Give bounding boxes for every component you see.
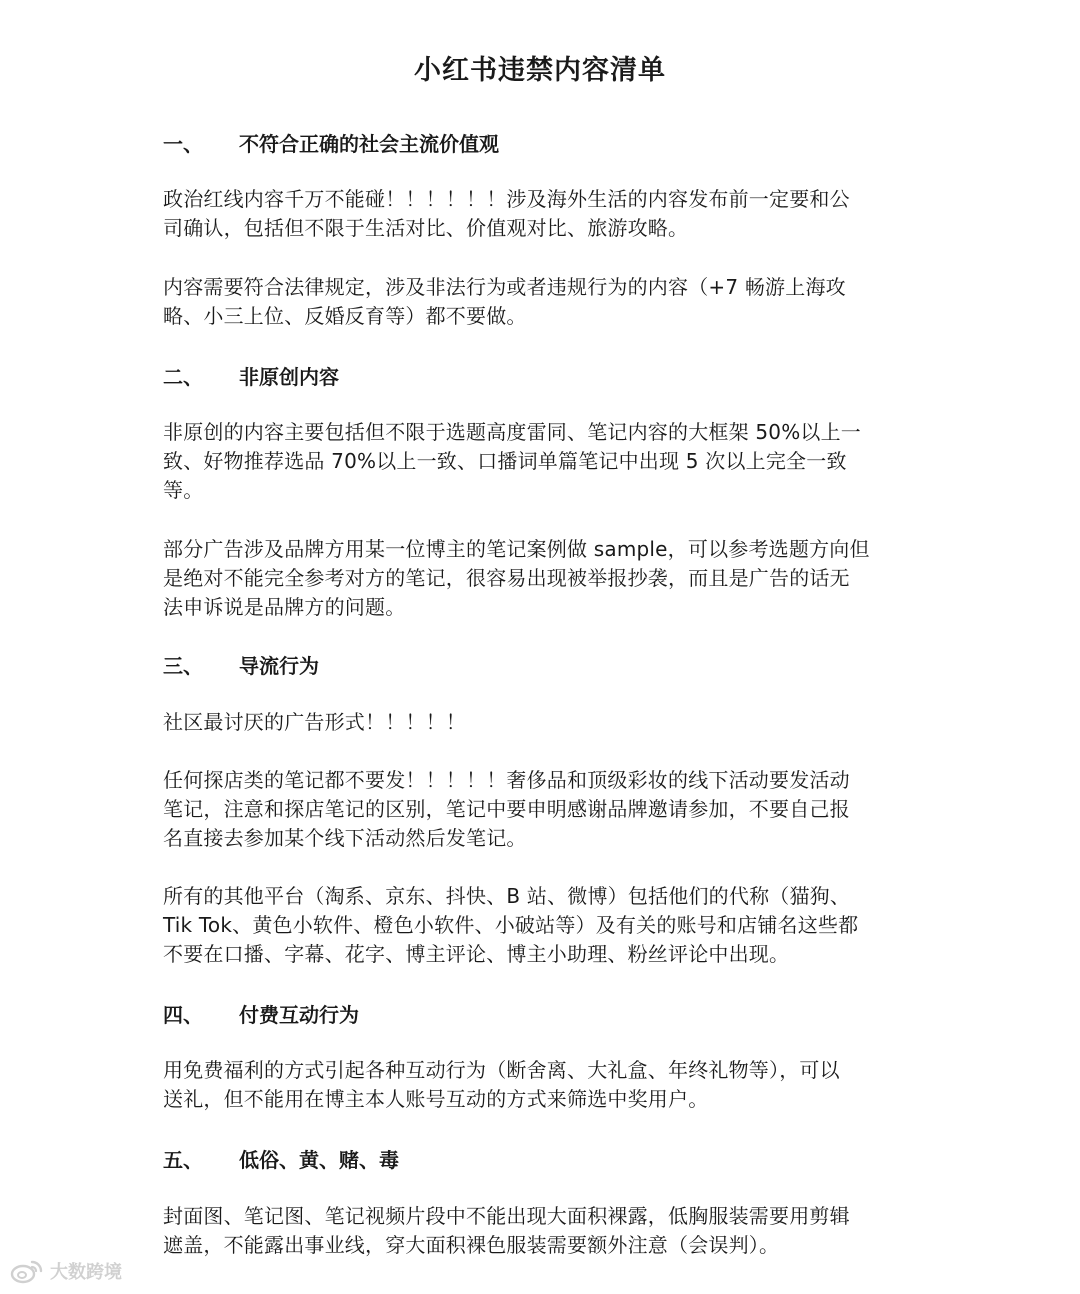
paragraph [163,1202,921,1260]
weibo-logo-icon [10,1258,44,1284]
text-line: Tik Tok、黄色小软件、橙色小软件、小破站等）及有关的账号和店铺名这些都 [163,912,859,937]
text-line: 内容需要符合法律规定，涉及非法行为或者违规行为的内容（+7 畅游上海攻 [163,275,846,299]
section-heading-2 [163,361,339,390]
text-line: 略、小三上位、反婚反育等）都不要做。 [163,303,527,328]
section-title: 导流行为 [239,654,319,678]
text-line: 司确认，包括但不限于生活对比、价值观对比、旅游攻略。 [163,215,689,240]
text-line: 任何探店类的笔记都不要发！！！！！奢侈品和顶级彩妆的线下活动要发活动 [163,768,850,792]
section-title: 付费互动行为 [239,1003,359,1027]
section-number: 二、 [163,365,203,389]
paragraph [163,766,921,852]
watermark [10,1258,122,1284]
text-line: 部分广告涉及品牌方用某一位博主的笔记案例做 sample，可以参考选题方向但 [163,537,870,561]
page-title: 小红书违禁内容清单 [414,55,666,86]
watermark-text: 大数跨境 [50,1262,122,1283]
section-number: 三、 [163,654,203,678]
text-line: 社区最讨厌的广告形式！！！！！ [163,710,466,734]
text-line: 遮盖，不能露出事业线，穿大面积裸色服装需要额外注意（会误判）。 [163,1232,780,1257]
text-line: 是绝对不能完全参考对方的笔记，很容易出现被举报抄袭，而且是广告的话无 [163,565,850,590]
section-heading-4 [163,999,359,1028]
section-number: 一、 [163,132,203,156]
section-heading-5 [163,1144,399,1173]
text-line: 所有的其他平台（淘系、京东、抖快、B 站、微博）包括他们的代称（猫狗、 [163,884,851,908]
text-line: 致、好物推荐选品 70%以上一致、口播词单篇笔记中出现 5 次以上完全一致 [163,448,847,473]
paragraph [163,273,921,331]
section-heading-3 [163,650,319,679]
section-number: 五、 [163,1148,203,1172]
text-line: 法申诉说是品牌方的问题。 [163,594,406,619]
text-line: 笔记，注意和探店笔记的区别，笔记中要申明感谢品牌邀请参加，不要自己报 [163,796,850,821]
text-line: 送礼，但不能用在博主本人账号互动的方式来筛选中奖用户。 [163,1086,709,1111]
section-title: 低俗、黄、赌、毒 [239,1148,399,1172]
paragraph [163,185,921,243]
section-heading-1 [163,128,499,157]
section-title: 不符合正确的社会主流价值观 [239,132,499,156]
section-title: 非原创内容 [239,365,339,389]
section-number: 四、 [163,1003,203,1027]
text-line: 政治红线内容千万不能碰！！！！！！涉及海外生活的内容发布前一定要和公 [163,187,850,211]
paragraph [163,535,921,621]
text-line: 名直接去参加某个线下活动然后发笔记。 [163,825,527,850]
paragraph [163,418,921,504]
paragraph [163,1056,921,1114]
text-line: 用免费福利的方式引起各种互动行为（断舍离、大礼盒、年终礼物等），可以 [163,1058,840,1082]
text-line: 非原创的内容主要包括但不限于选题高度雷同、笔记内容的大框架 50%以上一 [163,420,862,444]
text-line: 等。 [163,477,204,502]
paragraph [163,882,921,968]
text-line: 封面图、笔记图、笔记视频片段中不能出现大面积裸露，低胸服装需要用剪辑 [163,1204,850,1228]
paragraph [163,708,921,737]
text-line: 不要在口播、字幕、花字、博主评论、博主小助理、粉丝评论中出现。 [163,941,790,966]
